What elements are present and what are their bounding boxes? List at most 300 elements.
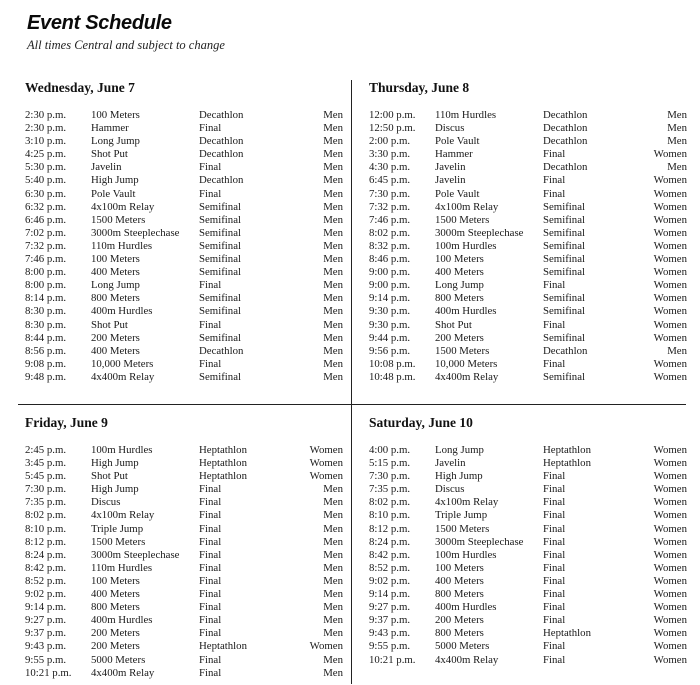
event-name: 4x100m Relay bbox=[435, 200, 499, 213]
schedule-row bbox=[25, 470, 343, 483]
event-gender: Men bbox=[323, 574, 343, 587]
schedule-row bbox=[369, 332, 687, 345]
event-gender: Men bbox=[323, 148, 343, 161]
event-time: 2:00 p.m. bbox=[369, 135, 411, 148]
schedule-row bbox=[369, 614, 687, 627]
event-time: 9:14 p.m. bbox=[369, 292, 411, 305]
schedule-row bbox=[25, 575, 343, 588]
event-time: 6:30 p.m. bbox=[25, 187, 67, 200]
schedule-row bbox=[25, 444, 343, 457]
event-time: 3:45 p.m. bbox=[25, 457, 67, 470]
event-name: 1500 Meters bbox=[435, 213, 490, 226]
event-time: 8:42 p.m. bbox=[25, 561, 67, 574]
event-gender: Women bbox=[653, 601, 687, 614]
schedule-row bbox=[369, 161, 687, 174]
event-gender: Men bbox=[323, 588, 343, 601]
event-round: Semifinal bbox=[543, 266, 585, 279]
event-round: Final bbox=[543, 640, 566, 653]
event-round: Final bbox=[543, 470, 566, 483]
event-round: Semifinal bbox=[199, 226, 241, 239]
schedule-row bbox=[25, 601, 343, 614]
event-name: Long Jump bbox=[91, 135, 140, 148]
schedule-row bbox=[25, 161, 343, 174]
event-time: 7:30 p.m. bbox=[369, 470, 411, 483]
event-time: 6:32 p.m. bbox=[25, 200, 67, 213]
event-name: High Jump bbox=[91, 174, 139, 187]
event-name: High Jump bbox=[91, 457, 139, 470]
schedule-row bbox=[369, 457, 687, 470]
schedule-row bbox=[25, 332, 343, 345]
schedule-list bbox=[369, 109, 687, 384]
schedule-row bbox=[25, 549, 343, 562]
event-name: 100m Hurdles bbox=[435, 548, 497, 561]
schedule-row bbox=[25, 135, 343, 148]
event-name: 200 Meters bbox=[435, 331, 484, 344]
event-gender: Women bbox=[653, 292, 687, 305]
event-name: Javelin bbox=[91, 161, 122, 174]
event-round: Heptathlon bbox=[199, 470, 247, 483]
event-name: 4x400m Relay bbox=[435, 370, 499, 383]
event-time: 8:00 p.m. bbox=[25, 266, 67, 279]
event-round: Final bbox=[199, 318, 222, 331]
schedule-row bbox=[25, 358, 343, 371]
schedule-row bbox=[369, 292, 687, 305]
event-round: Final bbox=[199, 601, 222, 614]
event-time: 8:32 p.m. bbox=[369, 239, 411, 252]
event-round: Final bbox=[199, 122, 222, 135]
event-gender: Men bbox=[323, 135, 343, 148]
schedule-row bbox=[25, 214, 343, 227]
event-gender: Women bbox=[309, 444, 343, 456]
schedule-row bbox=[369, 549, 687, 562]
schedule-row bbox=[369, 253, 687, 266]
event-name: 4x100m Relay bbox=[91, 200, 155, 213]
event-name: Long Jump bbox=[435, 279, 484, 292]
event-round: Final bbox=[199, 187, 222, 200]
event-round: Final bbox=[199, 574, 222, 587]
schedule-row bbox=[25, 122, 343, 135]
schedule-row bbox=[25, 588, 343, 601]
event-time: 8:02 p.m. bbox=[25, 509, 67, 522]
event-name: 4x400m Relay bbox=[435, 653, 499, 666]
event-gender: Women bbox=[653, 614, 687, 627]
event-time: 8:12 p.m. bbox=[369, 522, 411, 535]
event-gender: Women bbox=[653, 535, 687, 548]
event-time: 6:46 p.m. bbox=[25, 213, 67, 226]
event-gender: Women bbox=[653, 357, 687, 370]
schedule-row bbox=[369, 201, 687, 214]
event-time: 7:35 p.m. bbox=[25, 496, 67, 509]
event-round: Final bbox=[543, 279, 566, 292]
schedule-row bbox=[25, 201, 343, 214]
event-gender: Women bbox=[653, 496, 687, 509]
event-round: Semifinal bbox=[543, 331, 585, 344]
event-round: Heptathlon bbox=[543, 457, 591, 470]
event-name: Javelin bbox=[435, 457, 466, 470]
event-name: 400 Meters bbox=[91, 344, 140, 357]
event-name: High Jump bbox=[435, 470, 483, 483]
schedule-row bbox=[25, 457, 343, 470]
page-title: Event Schedule bbox=[27, 12, 172, 34]
event-time: 8:30 p.m. bbox=[25, 318, 67, 331]
event-time: 9:55 p.m. bbox=[369, 640, 411, 653]
schedule-row bbox=[369, 371, 687, 384]
event-time: 9:43 p.m. bbox=[25, 640, 67, 653]
event-time: 2:30 p.m. bbox=[25, 109, 67, 121]
event-gender: Men bbox=[323, 370, 343, 383]
event-name: Javelin bbox=[435, 174, 466, 187]
event-gender: Women bbox=[653, 522, 687, 535]
schedule-row bbox=[369, 654, 687, 667]
event-name: 4x400m Relay bbox=[91, 370, 155, 383]
event-round: Semifinal bbox=[199, 305, 241, 318]
schedule-row bbox=[25, 188, 343, 201]
schedule-row bbox=[25, 109, 343, 122]
event-name: 800 Meters bbox=[435, 627, 484, 640]
schedule-row bbox=[369, 358, 687, 371]
event-round: Heptathlon bbox=[543, 444, 591, 456]
schedule-row bbox=[369, 640, 687, 653]
event-name: 3000m Steeplechase bbox=[435, 535, 524, 548]
event-time: 7:30 p.m. bbox=[369, 187, 411, 200]
event-round: Final bbox=[543, 561, 566, 574]
event-round: Heptathlon bbox=[199, 457, 247, 470]
schedule-row bbox=[25, 654, 343, 667]
event-round: Final bbox=[199, 614, 222, 627]
event-gender: Women bbox=[653, 148, 687, 161]
event-gender: Men bbox=[323, 601, 343, 614]
schedule-list bbox=[25, 444, 343, 680]
event-round: Semifinal bbox=[543, 370, 585, 383]
event-time: 2:30 p.m. bbox=[25, 122, 67, 135]
event-round: Final bbox=[199, 561, 222, 574]
event-round: Semifinal bbox=[199, 213, 241, 226]
event-time: 5:45 p.m. bbox=[25, 470, 67, 483]
event-gender: Women bbox=[653, 187, 687, 200]
event-name: Shot Put bbox=[435, 318, 472, 331]
event-gender: Women bbox=[653, 640, 687, 653]
event-gender: Men bbox=[323, 548, 343, 561]
event-gender: Men bbox=[323, 357, 343, 370]
schedule-row bbox=[369, 444, 687, 457]
event-time: 7:02 p.m. bbox=[25, 226, 67, 239]
schedule-row bbox=[25, 345, 343, 358]
event-gender: Women bbox=[653, 509, 687, 522]
event-round: Decathlon bbox=[199, 344, 244, 357]
event-time: 8:42 p.m. bbox=[369, 548, 411, 561]
event-time: 9:14 p.m. bbox=[25, 601, 67, 614]
event-round: Decathlon bbox=[543, 122, 588, 135]
event-time: 8:24 p.m. bbox=[369, 535, 411, 548]
event-round: Final bbox=[543, 357, 566, 370]
schedule-list bbox=[25, 109, 343, 384]
event-gender: Women bbox=[653, 548, 687, 561]
event-name: 3000m Steeplechase bbox=[91, 548, 180, 561]
event-time: 7:32 p.m. bbox=[25, 239, 67, 252]
event-name: 100 Meters bbox=[91, 253, 140, 266]
schedule-row bbox=[25, 174, 343, 187]
event-time: 9:02 p.m. bbox=[25, 588, 67, 601]
event-time: 12:50 p.m. bbox=[369, 122, 416, 135]
event-round: Final bbox=[543, 614, 566, 627]
event-gender: Men bbox=[323, 627, 343, 640]
schedule-row bbox=[25, 627, 343, 640]
event-round: Decathlon bbox=[543, 161, 588, 174]
schedule-row bbox=[25, 483, 343, 496]
event-name: 1500 Meters bbox=[435, 344, 490, 357]
event-gender: Women bbox=[653, 174, 687, 187]
event-gender: Men bbox=[323, 666, 343, 679]
event-round: Final bbox=[543, 535, 566, 548]
schedule-row bbox=[25, 562, 343, 575]
event-time: 8:12 p.m. bbox=[25, 535, 67, 548]
schedule-row bbox=[369, 214, 687, 227]
event-round: Final bbox=[199, 627, 222, 640]
event-name: Javelin bbox=[435, 161, 466, 174]
schedule-row bbox=[369, 627, 687, 640]
event-time: 8:30 p.m. bbox=[25, 305, 67, 318]
event-gender: Men bbox=[323, 200, 343, 213]
event-round: Final bbox=[199, 588, 222, 601]
event-round: Decathlon bbox=[199, 135, 244, 148]
event-gender: Men bbox=[667, 122, 687, 135]
day-heading: Saturday, June 10 bbox=[369, 415, 473, 430]
event-gender: Men bbox=[667, 161, 687, 174]
event-name: 800 Meters bbox=[91, 292, 140, 305]
event-time: 3:10 p.m. bbox=[25, 135, 67, 148]
day-heading: Wednesday, June 7 bbox=[25, 80, 135, 95]
event-gender: Men bbox=[323, 279, 343, 292]
event-gender: Women bbox=[653, 266, 687, 279]
event-time: 8:10 p.m. bbox=[369, 509, 411, 522]
event-gender: Men bbox=[323, 522, 343, 535]
event-time: 10:21 p.m. bbox=[369, 653, 416, 666]
event-time: 8:14 p.m. bbox=[25, 292, 67, 305]
schedule-row bbox=[369, 122, 687, 135]
event-time: 5:40 p.m. bbox=[25, 174, 67, 187]
schedule-row bbox=[25, 614, 343, 627]
schedule-row bbox=[369, 240, 687, 253]
event-round: Semifinal bbox=[543, 305, 585, 318]
event-gender: Men bbox=[323, 305, 343, 318]
event-name: Pole Vault bbox=[435, 187, 480, 200]
event-time: 9:30 p.m. bbox=[369, 318, 411, 331]
event-time: 5:15 p.m. bbox=[369, 457, 411, 470]
event-round: Semifinal bbox=[543, 292, 585, 305]
event-time: 9:30 p.m. bbox=[369, 305, 411, 318]
event-gender: Women bbox=[653, 653, 687, 666]
event-name: 400 Meters bbox=[91, 266, 140, 279]
event-time: 7:30 p.m. bbox=[25, 483, 67, 496]
event-gender: Women bbox=[653, 574, 687, 587]
event-round: Final bbox=[199, 535, 222, 548]
schedule-row bbox=[369, 188, 687, 201]
event-round: Decathlon bbox=[199, 174, 244, 187]
event-gender: Men bbox=[323, 509, 343, 522]
event-name: Discus bbox=[435, 483, 465, 496]
event-time: 9:44 p.m. bbox=[369, 331, 411, 344]
event-name: Hammer bbox=[91, 122, 129, 135]
schedule-row bbox=[369, 562, 687, 575]
event-time: 8:00 p.m. bbox=[25, 279, 67, 292]
schedule-row bbox=[369, 174, 687, 187]
event-round: Final bbox=[543, 187, 566, 200]
event-round: Final bbox=[543, 601, 566, 614]
event-round: Semifinal bbox=[199, 331, 241, 344]
event-name: 400m Hurdles bbox=[435, 305, 497, 318]
schedule-row bbox=[25, 279, 343, 292]
event-round: Final bbox=[199, 653, 222, 666]
event-gender: Men bbox=[323, 187, 343, 200]
event-name: 10,000 Meters bbox=[91, 357, 154, 370]
event-round: Final bbox=[543, 574, 566, 587]
schedule-row bbox=[369, 227, 687, 240]
event-round: Final bbox=[199, 357, 222, 370]
event-gender: Men bbox=[323, 318, 343, 331]
event-name: 400 Meters bbox=[91, 588, 140, 601]
schedule-row bbox=[369, 509, 687, 522]
event-gender: Men bbox=[323, 483, 343, 496]
event-gender: Women bbox=[653, 627, 687, 640]
event-gender: Men bbox=[667, 344, 687, 357]
schedule-row bbox=[25, 266, 343, 279]
schedule-row bbox=[369, 575, 687, 588]
schedule-row bbox=[369, 470, 687, 483]
event-name: 400m Hurdles bbox=[91, 305, 153, 318]
event-time: 10:21 p.m. bbox=[25, 666, 72, 679]
event-name: 200 Meters bbox=[91, 640, 140, 653]
event-gender: Men bbox=[323, 253, 343, 266]
schedule-row bbox=[369, 483, 687, 496]
event-name: 100m Hurdles bbox=[435, 239, 497, 252]
event-time: 10:48 p.m. bbox=[369, 370, 416, 383]
event-round: Final bbox=[543, 174, 566, 187]
schedule-row bbox=[25, 148, 343, 161]
schedule-row bbox=[25, 640, 343, 653]
event-round: Semifinal bbox=[199, 253, 241, 266]
event-gender: Women bbox=[653, 318, 687, 331]
event-time: 9:37 p.m. bbox=[25, 627, 67, 640]
event-name: 110m Hurdles bbox=[435, 109, 497, 121]
event-round: Final bbox=[199, 161, 222, 174]
event-time: 5:30 p.m. bbox=[25, 161, 67, 174]
day-section-friday bbox=[25, 414, 343, 680]
event-round: Heptathlon bbox=[199, 640, 247, 653]
event-name: Triple Jump bbox=[435, 509, 488, 522]
event-gender: Women bbox=[653, 483, 687, 496]
schedule-row bbox=[369, 523, 687, 536]
event-round: Final bbox=[199, 548, 222, 561]
event-round: Final bbox=[543, 522, 566, 535]
event-name: Shot Put bbox=[91, 470, 128, 483]
event-time: 9:00 p.m. bbox=[369, 279, 411, 292]
event-gender: Men bbox=[323, 122, 343, 135]
event-name: 4x100m Relay bbox=[435, 496, 499, 509]
schedule-row bbox=[369, 319, 687, 332]
schedule-row bbox=[369, 345, 687, 358]
event-name: Long Jump bbox=[435, 444, 484, 456]
event-time: 8:46 p.m. bbox=[369, 253, 411, 266]
event-round: Final bbox=[543, 509, 566, 522]
event-time: 7:46 p.m. bbox=[369, 213, 411, 226]
schedule-row bbox=[25, 371, 343, 384]
schedule-row bbox=[25, 536, 343, 549]
event-time: 4:30 p.m. bbox=[369, 161, 411, 174]
event-name: 100 Meters bbox=[91, 109, 140, 121]
schedule-row bbox=[369, 601, 687, 614]
event-time: 9:00 p.m. bbox=[369, 266, 411, 279]
event-gender: Men bbox=[323, 653, 343, 666]
event-gender: Women bbox=[653, 470, 687, 483]
event-time: 8:10 p.m. bbox=[25, 522, 67, 535]
event-name: 1500 Meters bbox=[435, 522, 490, 535]
event-name: High Jump bbox=[91, 483, 139, 496]
event-gender: Men bbox=[323, 561, 343, 574]
schedule-row bbox=[369, 148, 687, 161]
event-gender: Men bbox=[323, 535, 343, 548]
event-time: 8:52 p.m. bbox=[25, 574, 67, 587]
event-gender: Women bbox=[653, 444, 687, 456]
event-gender: Women bbox=[653, 457, 687, 470]
event-gender: Men bbox=[323, 161, 343, 174]
event-time: 12:00 p.m. bbox=[369, 109, 416, 121]
event-gender: Women bbox=[653, 279, 687, 292]
schedule-row bbox=[369, 266, 687, 279]
schedule-row bbox=[25, 667, 343, 680]
day-heading: Friday, June 9 bbox=[25, 415, 108, 430]
event-time: 8:44 p.m. bbox=[25, 331, 67, 344]
event-name: 100 Meters bbox=[91, 574, 140, 587]
event-name: 800 Meters bbox=[435, 292, 484, 305]
day-section-saturday bbox=[369, 414, 687, 667]
schedule-row bbox=[25, 319, 343, 332]
event-time: 8:02 p.m. bbox=[369, 496, 411, 509]
event-round: Final bbox=[543, 148, 566, 161]
event-gender: Men bbox=[323, 226, 343, 239]
event-round: Semifinal bbox=[199, 239, 241, 252]
event-name: 200 Meters bbox=[91, 627, 140, 640]
event-gender: Women bbox=[653, 239, 687, 252]
event-gender: Men bbox=[667, 109, 687, 121]
event-name: Long Jump bbox=[91, 279, 140, 292]
event-gender: Women bbox=[653, 200, 687, 213]
event-gender: Women bbox=[653, 370, 687, 383]
event-time: 8:56 p.m. bbox=[25, 344, 67, 357]
event-round: Semifinal bbox=[199, 292, 241, 305]
event-round: Heptathlon bbox=[199, 444, 247, 456]
day-section-wednesday bbox=[25, 79, 343, 384]
event-name: 200 Meters bbox=[435, 614, 484, 627]
event-gender: Women bbox=[653, 561, 687, 574]
event-name: 400 Meters bbox=[435, 266, 484, 279]
event-round: Semifinal bbox=[543, 253, 585, 266]
event-round: Decathlon bbox=[543, 135, 588, 148]
event-time: 9:02 p.m. bbox=[369, 574, 411, 587]
schedule-row bbox=[25, 253, 343, 266]
schedule-row bbox=[369, 536, 687, 549]
event-round: Final bbox=[199, 666, 222, 679]
schedule-row bbox=[25, 227, 343, 240]
event-name: 400m Hurdles bbox=[435, 601, 497, 614]
event-round: Decathlon bbox=[543, 344, 588, 357]
event-gender: Men bbox=[323, 292, 343, 305]
event-round: Heptathlon bbox=[543, 627, 591, 640]
event-time: 9:27 p.m. bbox=[25, 614, 67, 627]
event-name: 1500 Meters bbox=[91, 535, 146, 548]
event-time: 8:52 p.m. bbox=[369, 561, 411, 574]
event-time: 7:35 p.m. bbox=[369, 483, 411, 496]
event-name: 400m Hurdles bbox=[91, 614, 153, 627]
